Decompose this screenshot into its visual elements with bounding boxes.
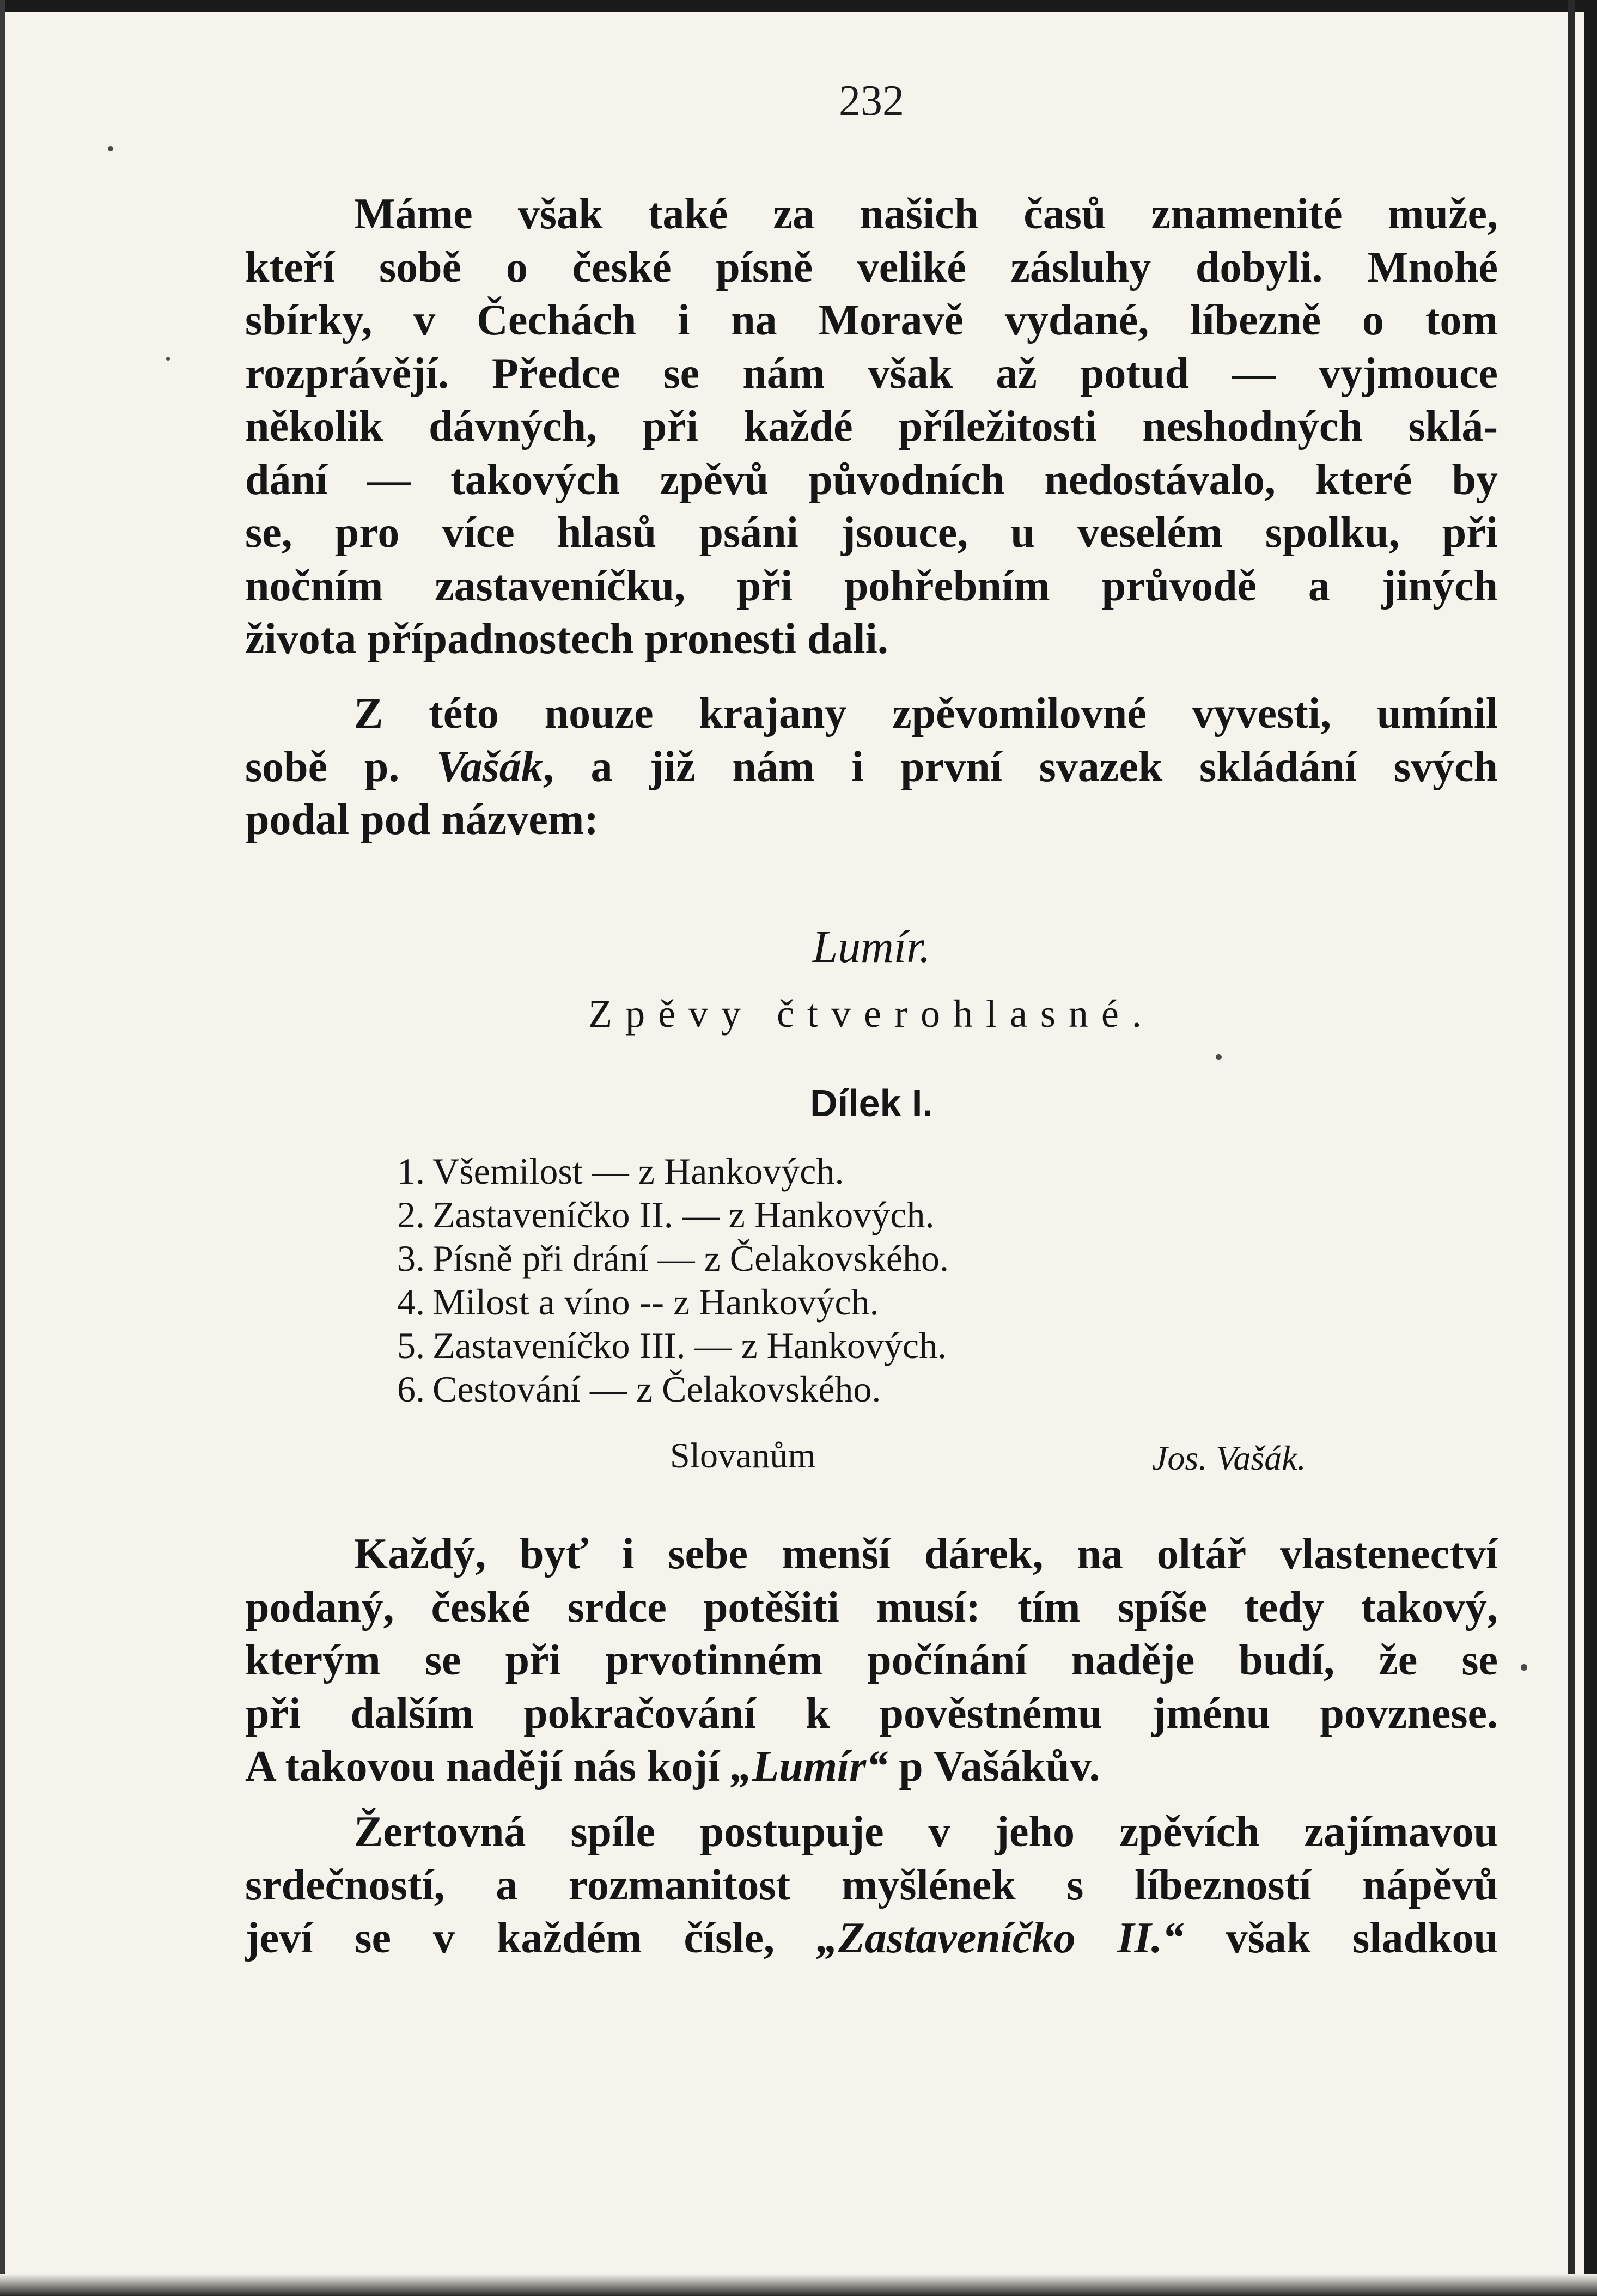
work-title: Lumír. — [812, 922, 931, 972]
text-line: při dalším pokračování k pověstnému jménu povznese. — [245, 1689, 1498, 1738]
song-item — [376, 1237, 949, 1280]
song-text: Cestování — z Čelakovského. — [432, 1368, 881, 1410]
text-line: Každý, byť i sebe menší dárek, na oltář vlastenectví — [354, 1530, 1498, 1578]
song-item — [376, 1193, 949, 1237]
song-number: 6. — [397, 1368, 425, 1410]
text-run: p Vašákův. — [888, 1743, 1100, 1790]
part-heading: Dílek I. — [810, 1082, 933, 1124]
song-text: Milost a víno -- z Hankových. — [432, 1281, 879, 1323]
song-item — [376, 1324, 949, 1367]
signature: Jos. Vašák. — [1152, 1439, 1306, 1477]
print-speck — [166, 357, 170, 361]
text-run: sobě p. — [245, 742, 437, 791]
work-subtitle: Zpěvy čtverohlasné. — [588, 992, 1155, 1036]
text-run: A takovou nadějí nás kojí — [245, 1743, 731, 1790]
paragraph-1 — [245, 188, 1498, 666]
text-line — [245, 1740, 1498, 1794]
text-line: podal pod názvem: — [245, 796, 599, 844]
text-line: dání — takových zpěvů původních nedostávalo, které by — [245, 455, 1498, 504]
text-line: rozprávějí. Předce se nám však až potud — vyjmouce — [245, 349, 1498, 398]
paragraph-3 — [245, 1528, 1498, 1794]
paragraph-2 — [245, 687, 1498, 847]
author-name-italic: Vašák — [436, 742, 543, 791]
text-line: Z této nouze krajany zpěvomilovné vyvesti, umínil — [354, 690, 1498, 738]
text-line: kteří sobě o české písně veliké zásluhy dobyli. Mnohé — [245, 243, 1498, 291]
song-number: 2. — [397, 1194, 425, 1235]
text-line: nočním zastaveníčku, při pohřebním průvodě a jiných — [245, 562, 1498, 610]
text-line: sbírky, v Čechách i na Moravě vydané, líbezně o tom — [245, 296, 1498, 344]
print-speck — [1216, 1054, 1222, 1060]
text-run: jeví se v každém čísle, — [245, 1914, 816, 1962]
song-text: Zastaveníčko III. — z Hankových. — [432, 1325, 947, 1366]
paragraph-4 — [245, 1806, 1498, 1965]
song-list — [376, 1149, 949, 1411]
scan-edge-right-inner — [1568, 0, 1575, 2296]
song-item — [376, 1280, 949, 1324]
scan-edge-top — [0, 0, 1597, 12]
song-text: Zastaveníčko II. — z Hankových. — [432, 1194, 935, 1235]
text-line — [245, 1912, 1498, 1965]
song-text: Všemilost — z Hankových. — [432, 1150, 844, 1192]
text-line: srdečností, a rozmanitost myšlének s líbezností nápěvů — [245, 1861, 1498, 1909]
song-item — [376, 1367, 949, 1411]
song-number: 5. — [397, 1325, 425, 1366]
text-line: se, pro více hlasů psáni jsouce, u veselém spolku, při — [245, 509, 1498, 557]
text-run: , a již nám i první svazek skládání svých — [543, 742, 1498, 791]
song-number: 4. — [397, 1281, 425, 1323]
song-number: 1. — [397, 1150, 425, 1192]
song-text: Písně při drání — z Čelakovského. — [432, 1238, 949, 1279]
text-line: Žertovná spíle postupuje v jeho zpěvích zajímavou — [354, 1808, 1498, 1856]
text-run: však sladkou — [1184, 1914, 1498, 1962]
text-line: kterým se při prvotinném počínání naděje budí, že se — [245, 1636, 1498, 1684]
text-line: několik dávných, při každé příležitosti neshodných sklá- — [245, 403, 1498, 450]
text-line — [245, 741, 1498, 794]
print-speck — [1521, 1664, 1527, 1671]
text-line: podaný, české srdce potěšiti musí: tím spíše tedy takový, — [245, 1583, 1498, 1631]
scan-edge-right — [1584, 0, 1597, 2296]
scan-edge-bottom — [0, 2274, 1597, 2296]
page-number: 232 — [839, 77, 904, 125]
text-line: života případnostech pronesti dali. — [245, 615, 888, 663]
dedication: Slovanům — [670, 1436, 816, 1476]
print-speck — [108, 146, 113, 151]
scan-edge-left — [0, 0, 5, 2296]
song-item — [376, 1149, 949, 1193]
text-line: Máme však také za našich časů znamenité muže, — [354, 190, 1498, 238]
song-name-italic: „Zastaveníčko II.“ — [816, 1914, 1184, 1962]
work-name-italic: „Lumír“ — [730, 1743, 888, 1790]
song-number: 3. — [397, 1238, 425, 1279]
